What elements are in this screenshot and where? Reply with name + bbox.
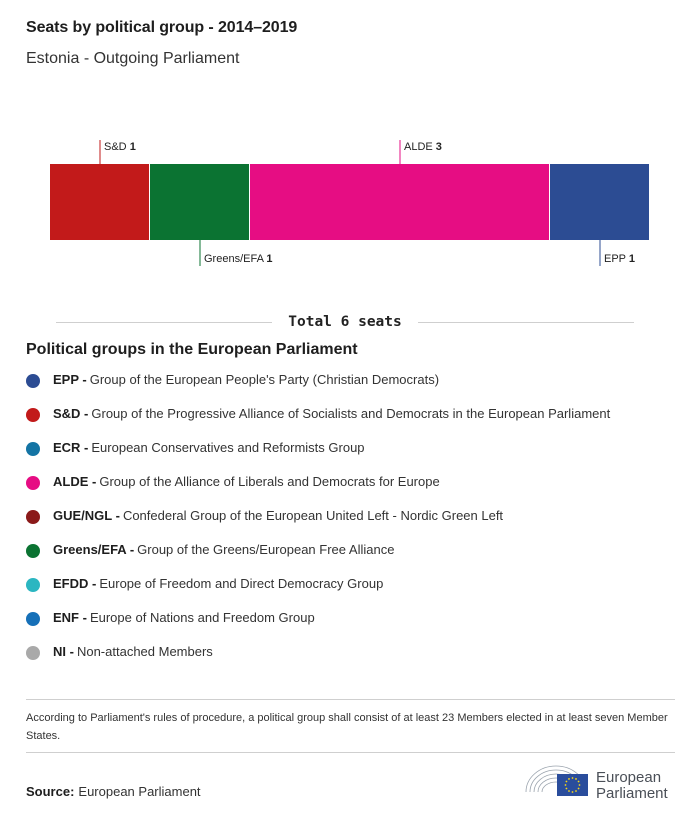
legend-description: European Conservatives and Reformists Group	[91, 440, 365, 455]
segment-label	[404, 141, 442, 153]
chart-title: Seats by political group - 2014–2019	[26, 19, 298, 36]
european-parliament-hemicycle-flag-icon	[524, 760, 680, 802]
bar-segment-epp	[550, 164, 649, 240]
legend-swatch	[26, 408, 40, 422]
segment-label	[604, 253, 635, 265]
segment-label	[104, 141, 136, 153]
legend-abbr: S&D -	[53, 406, 89, 421]
stacked-seat-chart	[0, 130, 700, 280]
legend-abbr: EFDD -	[53, 576, 97, 591]
legend-description: Confederal Group of the European United Left - Nordic Green Left	[122, 508, 504, 523]
footnote-top-divider	[26, 699, 675, 700]
legend-swatch	[26, 612, 40, 626]
legend-item	[26, 372, 686, 406]
legend-abbr: NI -	[53, 644, 74, 659]
legend-description: Group of the Progressive Alliance of Socialists and Democrats in the European Parliament	[91, 406, 611, 421]
legend-abbr: GUE/NGL -	[53, 508, 120, 523]
segment-label	[204, 253, 273, 265]
legend-item	[26, 644, 686, 678]
total-right-rule	[418, 322, 634, 323]
chart-subtitle: Estonia - Outgoing Parliament	[26, 50, 240, 67]
legend-item	[26, 406, 686, 440]
total-left-rule	[56, 322, 272, 323]
footnote-bottom-divider	[26, 752, 675, 753]
legend-abbr: ECR -	[53, 440, 89, 455]
legend-item	[26, 474, 686, 508]
legend-item	[26, 610, 686, 644]
legend-swatch	[26, 510, 40, 524]
total-seats-label: Total 6 seats	[288, 314, 402, 330]
legend-abbr: EPP -	[53, 372, 87, 387]
segment-label-value: 1	[266, 253, 273, 265]
logo-line2: Parliament	[596, 785, 668, 802]
european-parliament-logo	[524, 760, 680, 802]
segment-label-name: S&D	[104, 141, 130, 153]
bar-segment-greens-efa	[150, 164, 249, 240]
legend-description: Group of the Alliance of Liberals and Democrats for Europe	[99, 474, 440, 489]
segment-label-name: Greens/EFA	[204, 253, 267, 265]
legend-swatch	[26, 646, 40, 660]
legend-description: Group of the Greens/European Free Alliance	[137, 542, 395, 557]
legend-swatch	[26, 544, 40, 558]
segment-label-name: ALDE	[404, 141, 436, 153]
bar-segment-s-d	[50, 164, 149, 240]
segment-label-value: 1	[628, 253, 635, 265]
legend-swatch	[26, 442, 40, 456]
total-seats-row	[56, 312, 634, 332]
legend-abbr: ALDE -	[53, 474, 97, 489]
legend-list	[26, 372, 686, 678]
legend-item	[26, 542, 686, 576]
source-line	[26, 784, 201, 799]
legend-item	[26, 440, 686, 474]
logo-line1: European	[596, 769, 662, 786]
segment-label-name: EPP	[604, 253, 629, 265]
legend-swatch	[26, 374, 40, 388]
source-value: European Parliament	[78, 784, 201, 799]
legend-item	[26, 508, 686, 542]
legend-swatch	[26, 578, 40, 592]
segment-label-value: 3	[435, 141, 442, 153]
source-label: Source:	[26, 784, 75, 799]
legend-abbr: Greens/EFA -	[53, 542, 135, 557]
legend-title: Political groups in the European Parliament	[26, 341, 358, 358]
legend-swatch	[26, 476, 40, 490]
legend-abbr: ENF -	[53, 610, 87, 625]
legend-description: Group of the European People's Party (Christian Democrats)	[89, 372, 440, 387]
legend-description: Europe of Freedom and Direct Democracy Group	[99, 576, 384, 591]
legend-item	[26, 576, 686, 610]
legend-description: Europe of Nations and Freedom Group	[89, 610, 315, 625]
legend-description: Non-attached Members	[76, 644, 213, 659]
segment-label-value: 1	[129, 141, 136, 153]
bar-segment-alde	[250, 164, 549, 240]
footnote: According to Parliament's rules of procedure, a political group shall consist of at least 23 Members elected in at least seven Member States.	[26, 712, 668, 742]
